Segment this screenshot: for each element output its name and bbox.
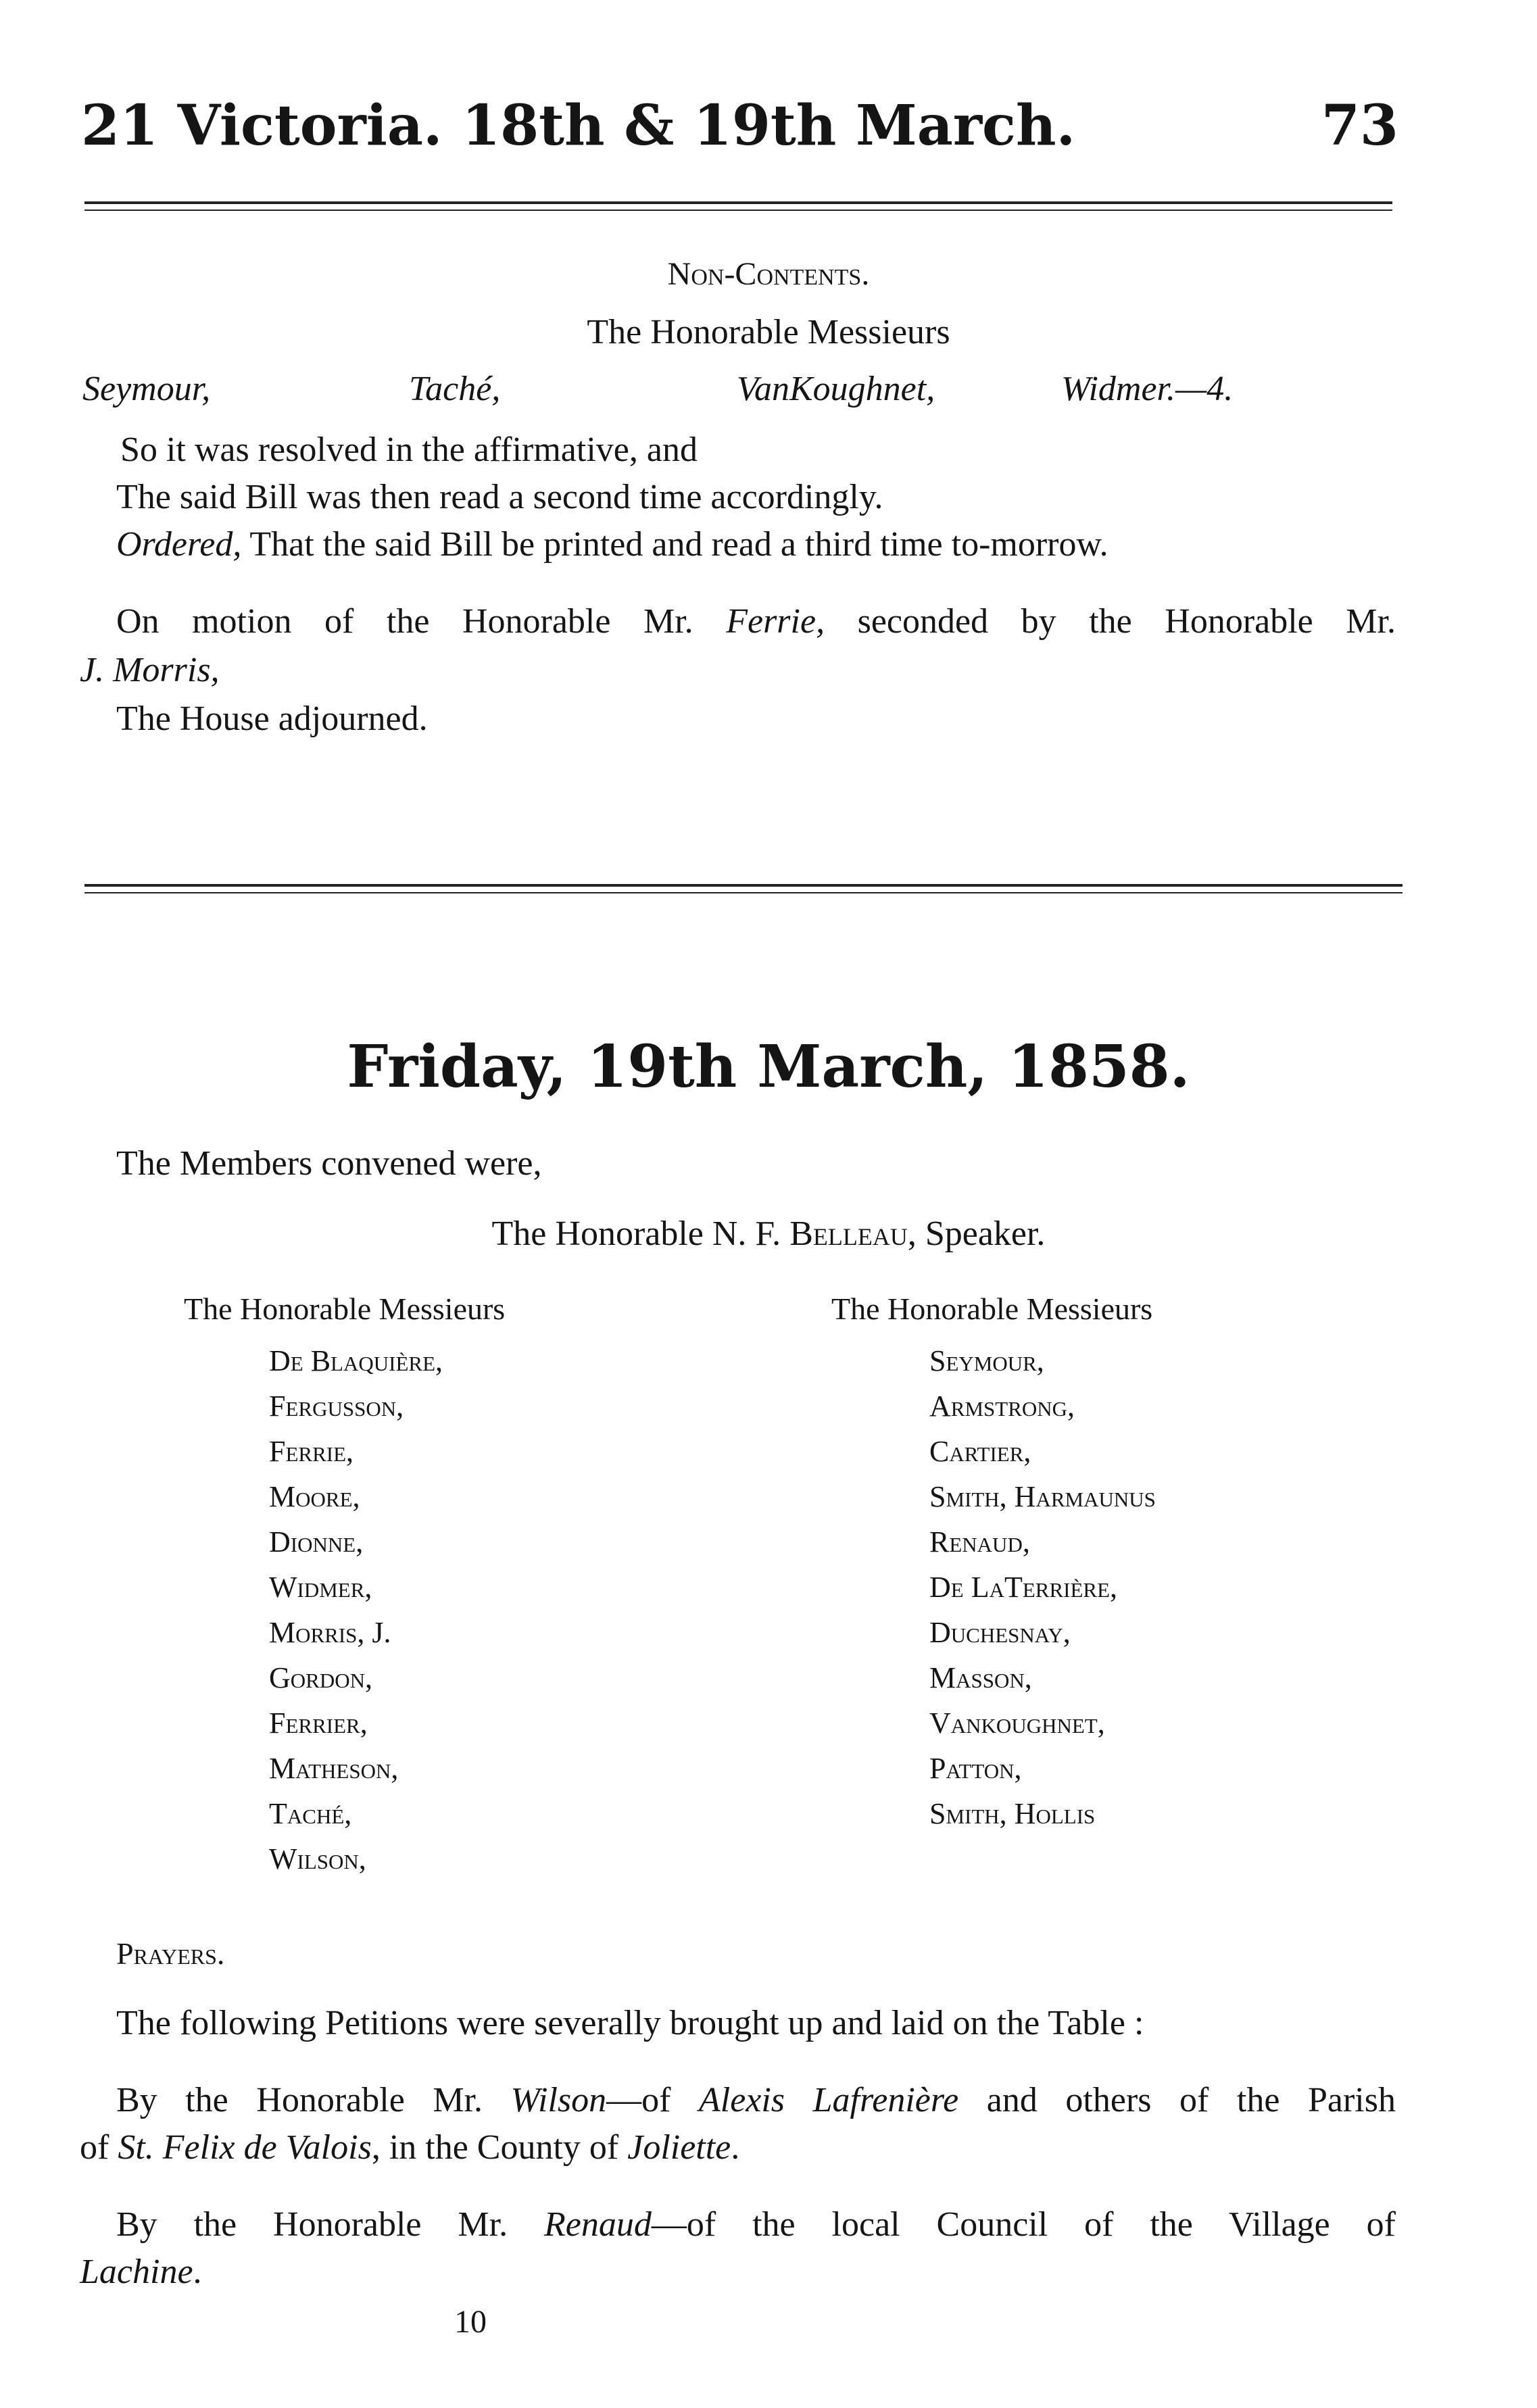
petition-text: —of the local Council of the Village of (651, 2205, 1396, 2244)
member-name: Ferrie, (269, 1435, 354, 1468)
non-contents-intro: The Honorable Messieurs (587, 313, 950, 351)
member-name: Gordon, (269, 1661, 373, 1694)
petitioner-name: Alexis Lafrenière (698, 2081, 959, 2119)
ordered-line (116, 524, 1108, 564)
member-name: Morris, J. (269, 1616, 391, 1649)
member-name: Cartier, (929, 1435, 1031, 1468)
petition-text: , in the County of (371, 2128, 628, 2167)
petition-text: and others of the Parish (958, 2081, 1396, 2119)
running-head-title: 21 Victoria. 18th & 19th March. (81, 93, 1076, 158)
speaker-line (0, 1214, 1537, 1254)
ordered-text: That the said Bill be printed and read a third time to-morrow. (241, 525, 1108, 564)
petition-member: Wilson (510, 2081, 607, 2119)
member-name: Taché, (269, 1797, 352, 1830)
members-convened: The Members convened were, (116, 1144, 542, 1183)
day-title: Friday, 19th March, 1858. (347, 1033, 1190, 1101)
motion-member: Ferrie, (726, 602, 825, 641)
member-name: Matheson, (269, 1752, 399, 1785)
motion-seconder: J. Morris, (80, 651, 220, 689)
petition-member: Renaud (544, 2205, 652, 2244)
member-name: Armstrong, (929, 1390, 1075, 1423)
petition-2-line-1 (116, 2205, 1396, 2244)
member-name: Dionne, (269, 1525, 364, 1558)
non-contents-name: Seymour, (82, 370, 211, 408)
section-rule (84, 884, 1402, 893)
motion-text: On motion of the Honorable Mr. (116, 602, 727, 641)
member-name: Duchesnay, (929, 1616, 1071, 1649)
speaker-pre: The Honorable N. F. (491, 1214, 790, 1253)
petition-text: of (80, 2128, 118, 2167)
header-rule (84, 201, 1392, 211)
petition-1-line-1 (116, 2080, 1396, 2120)
member-name: Fergusson, (269, 1390, 404, 1423)
non-contents-heading: Non-Contents. (667, 256, 870, 292)
member-name: Wilson, (269, 1842, 366, 1875)
member-name: Renaud, (929, 1525, 1030, 1558)
member-name: Patton, (929, 1752, 1022, 1785)
page-number: 73 (1321, 93, 1398, 158)
member-name: Ferrier, (269, 1706, 368, 1740)
left-column-heading: The Honorable Messieurs (184, 1292, 506, 1326)
petition-2-line-2 (80, 2252, 202, 2292)
county-name: Joliette (627, 2128, 731, 2167)
member-name: Smith, Harmaunus (929, 1480, 1156, 1513)
petitions-intro: The following Petitions were severally brought up and laid on the Table : (116, 2004, 1144, 2042)
member-name: Widmer, (269, 1571, 372, 1604)
petition-text: By the Honorable Mr. (116, 2205, 545, 2244)
member-name: Smith, Hollis (929, 1797, 1096, 1830)
member-name: De Blaquière, (269, 1344, 443, 1377)
right-column-heading: The Honorable Messieurs (831, 1292, 1153, 1326)
village-name: Lachine (80, 2253, 193, 2291)
petition-text: . (193, 2253, 202, 2291)
parish-name: St. Felix de Valois (118, 2128, 372, 2167)
non-contents-name: Widmer.—4. (1061, 370, 1234, 408)
petition-text: . (731, 2128, 740, 2167)
member-name: Masson, (929, 1661, 1032, 1694)
resolved-line: So it was resolved in the affirmative, and (120, 431, 698, 469)
speaker-name: Belleau (789, 1214, 908, 1253)
adjourned-line: The House adjourned. (116, 699, 428, 738)
member-name: Vankoughnet, (929, 1706, 1105, 1740)
motion-text-2: seconded by the Honorable Mr. (825, 602, 1396, 641)
petition-text: By the Honorable Mr. (116, 2081, 511, 2119)
ordered-label: Ordered, (116, 525, 242, 564)
non-contents-name: Taché, (409, 370, 501, 408)
petition-text: —of (606, 2081, 699, 2119)
speaker-post: , Speaker. (907, 1214, 1046, 1253)
second-reading-line: The said Bill was then read a second time accordingly. (116, 478, 883, 516)
member-name: Moore, (269, 1480, 360, 1513)
motion-line (116, 601, 1396, 641)
signature-mark: 10 (454, 2304, 487, 2340)
member-name: De LaTerrière, (929, 1571, 1118, 1604)
member-name: Seymour, (929, 1344, 1044, 1377)
petition-1-line-2 (80, 2128, 739, 2167)
non-contents-name: VanKoughnet, (737, 370, 935, 408)
prayers-heading: Prayers. (116, 1936, 225, 1971)
